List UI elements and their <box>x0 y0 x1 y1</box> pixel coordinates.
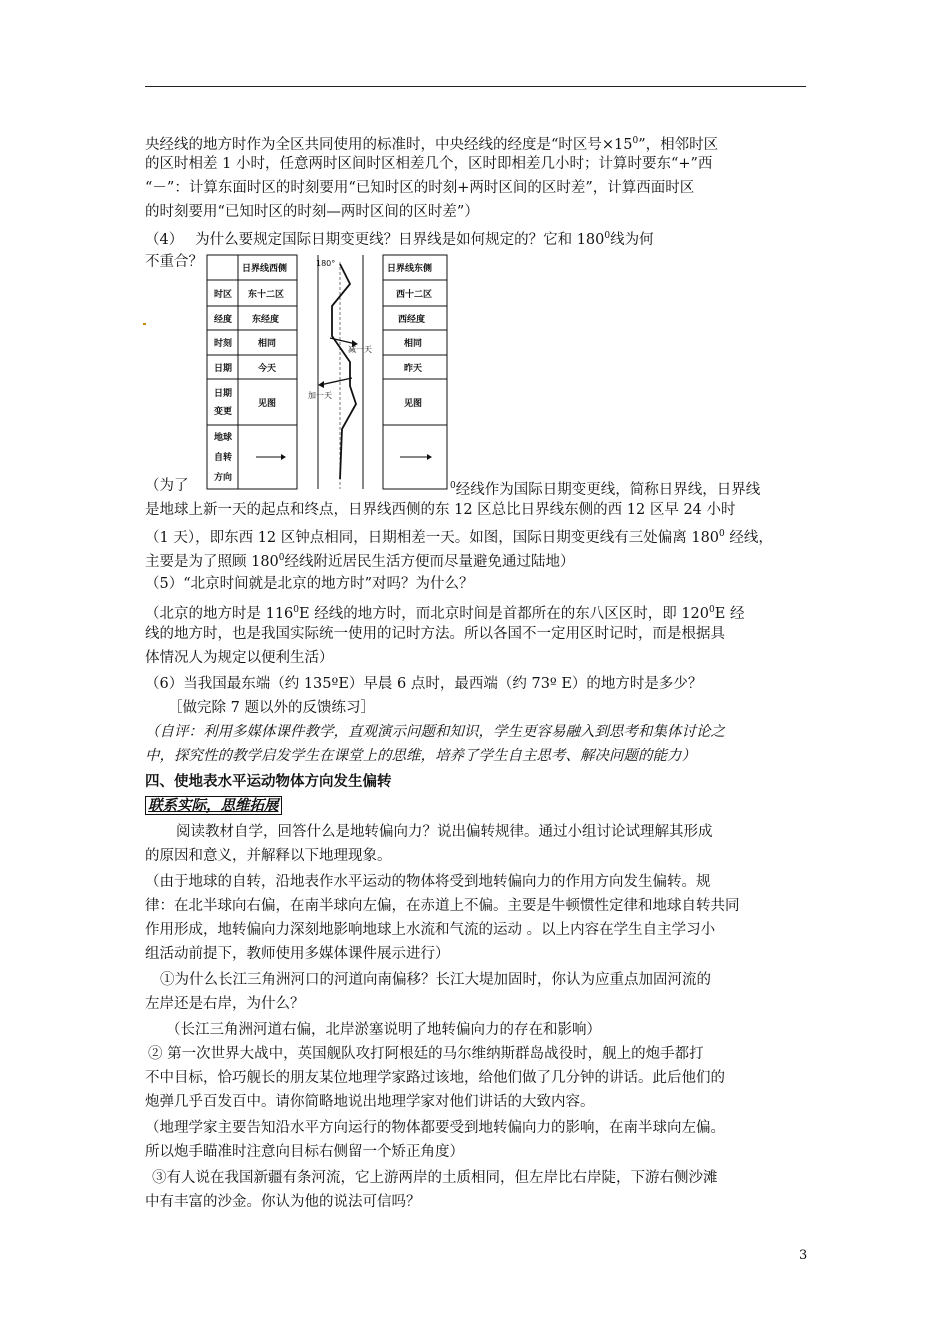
east-header: 日界线东侧 <box>387 264 433 274</box>
row-label: 经度 <box>214 315 233 325</box>
question-5: （5）“北京时间就是北京的地方时”对吗？为什么？ <box>145 576 474 592</box>
self-evaluation: 中，探究性的教学启发学生在课堂上的思维，培养了学生自主思考、解决问题的能力） <box>145 748 696 764</box>
text-line: （长江三角洲河道右偏，北岸淤塞说明了地转偏向力的存在和影响） <box>166 1022 601 1038</box>
text-line: 不中目标，恰巧舰长的朋友某位地理学家路过该地，给他们做了几分钟的讲话。此后他们的 <box>145 1070 725 1086</box>
row-label: 方向 <box>214 473 233 483</box>
text-line: ③有人说在我国新疆有条河流，它上游两岸的土质相同，但左岸比右岸陡，下游右侧沙滩 <box>152 1170 718 1186</box>
text-line: 线的地方时，也是我国实际统一使用的记时方法。所以各国不一定用区时记时，而是根据具 <box>145 626 725 642</box>
row-label: 地球 <box>214 433 233 443</box>
text-line: 阅读教材自学，回答什么是地转偏向力？说出偏转规律。通过小组讨论试理解其形成 <box>176 824 713 840</box>
east-value: 见图 <box>404 399 423 409</box>
text-line: 的区时相差 1 小时，任意两时区间时区相差几个，区时即相差几小时；计算时要东“+”西 <box>145 156 713 172</box>
east-value: 相同 <box>404 339 423 349</box>
west-header: 日界线西侧 <box>242 264 288 274</box>
text-line: $^0$经线作为国际日期变更线，简称日界线，日界线 <box>450 481 761 498</box>
text-line: 的原因和意义，并解释以下地理现象。 <box>145 848 392 864</box>
west-value: 相同 <box>258 339 277 349</box>
text-line: “－”：计算东面时区的时刻要用“已知时区的时刻+两时区间的区时差”，计算西面时区 <box>145 180 695 196</box>
text-line: 体情况人为规定以便利生活） <box>145 650 334 666</box>
west-value: 东经度 <box>252 315 280 325</box>
text-line: ［做完除 7 题以外的反馈练习］ <box>168 700 375 716</box>
row-label: 日期 <box>214 389 233 399</box>
text-line: （北京的地方时是 $116^0E$ 经线的地方时，而北京时间是首都所在的东八区区时，即 $120^0E$ 经 <box>145 605 745 622</box>
section-heading: 四、使地表水平运动物体方向发生偏转 <box>145 773 392 790</box>
header-rule <box>145 86 806 87</box>
text-line: （地理学家主要告知沿水平方向运行的物体都要受到地转偏向力的影响，在南半球向左偏。 <box>145 1120 725 1136</box>
marker-dot <box>143 323 146 325</box>
minus-day-label: 减一天 <box>348 345 372 354</box>
plus-day-label: 加一天 <box>308 391 332 400</box>
center-label: 180° <box>316 259 336 268</box>
west-value: 见图 <box>258 399 277 409</box>
text-line: 炮弹几乎百发百中。请你简略地说出地理学家对他们讲话的大致内容。 <box>145 1094 595 1110</box>
date-line-figure <box>206 254 449 490</box>
question-6: （6）当我国最东端（约 135ºE）早晨 6 点时，最西端（约 73º E）的地方时是多少？ <box>145 676 703 692</box>
text-line: 主要是为了照顾 $180^0$经线附近居民生活方便而尽量避免通过陆地） <box>145 553 575 570</box>
west-value: 今天 <box>258 364 277 374</box>
text-line: 左岸还是右岸，为什么？ <box>145 996 305 1012</box>
text-line: 中有丰富的沙金。你认为他的说法可信吗？ <box>145 1194 421 1210</box>
text-line: ② 第一次世界大战中，英国舰队攻打阿根廷的马尔维纳斯群岛战役时，舰上的炮手都打 <box>148 1046 704 1062</box>
text-line: ①为什么长江三角洲河口的河道向南偏移？长江大堤加固时，你认为应重点加固河流的 <box>160 972 711 988</box>
text-line: 作用形成，地转偏向力深刻地影响地球上水流和气流的运动 。以上内容在学生自主学习小 <box>145 922 716 938</box>
page-number: 3 <box>799 1248 808 1263</box>
text-line: （1 天），即东西 12 区钟点相同，日期相差一天。如图，国际日期变更线有三处偏离 $180^0$ 经线， <box>145 529 773 546</box>
row-label: 日期 <box>214 364 233 374</box>
text-line: 所以炮手瞄准时注意向目标右侧留一个矫正角度） <box>145 1144 464 1160</box>
question-4: （4） 为什么要规定国际日期变更线？日界线是如何规定的？它和 $180^0$线为何 <box>145 231 654 248</box>
row-label: 变更 <box>214 407 233 417</box>
text-line: 的时刻要用“已知时区的时刻—两时区间的区时差”） <box>145 204 479 220</box>
east-value: 西经度 <box>398 315 426 325</box>
text-line: 是地球上新一天的起点和终点，日界线西侧的东 12 区总比日界线东侧的西 12 区早 24 小时 <box>145 502 736 518</box>
row-label: 时区 <box>214 290 233 300</box>
row-label: 时刻 <box>214 339 233 349</box>
text-line: 不重合？ <box>145 254 203 270</box>
text-line: 央经线的地方时作为全区共同使用的标准时，中央经线的经度是“时区号$\times 15^0$”，相邻时区 <box>145 136 719 153</box>
subheading: 联系实际，思维拓展 <box>145 796 282 816</box>
row-label: 自转 <box>214 453 233 463</box>
text-line: （由于地球的自转，沿地表作水平运动的物体将受到地转偏向力的作用方向发生偏转。规 <box>145 874 711 890</box>
west-value: 东十二区 <box>248 290 285 300</box>
text-line: 律：在北半球向右偏，在南半球向左偏，在赤道上不偏。主要是牛顿惯性定律和地球自转共同 <box>145 898 740 914</box>
self-evaluation: （自评：利用多媒体课件教学，直观演示问题和知识，学生更容易融入到思考和集体讨论之 <box>145 724 725 740</box>
east-value: 昨天 <box>404 364 423 374</box>
text-line: 组活动前提下，教师使用多媒体课件展示进行） <box>145 946 450 962</box>
text-line: （为了 <box>145 478 189 494</box>
east-value: 西十二区 <box>396 290 433 300</box>
